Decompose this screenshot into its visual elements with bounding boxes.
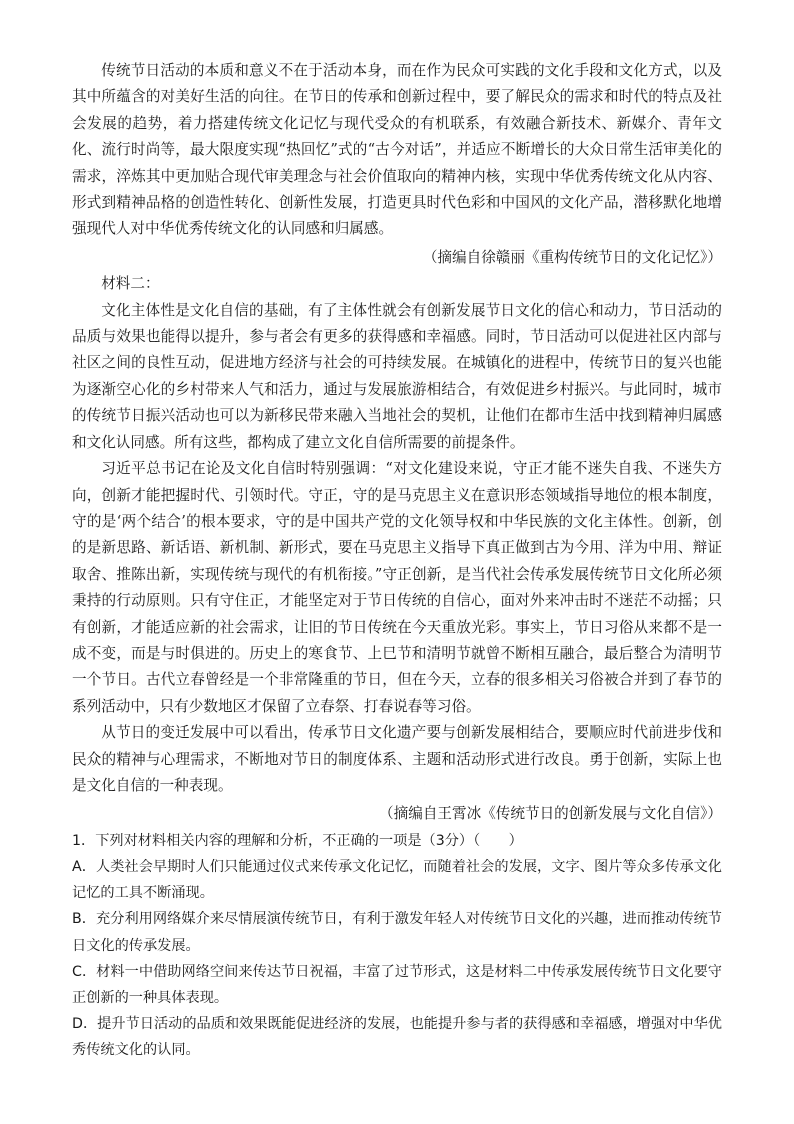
material2-paragraph-3: 从节日的变迁发展中可以看出，传承节日文化遗产要与创新发展相结合，要顺应时代前进步伐和民众的精神与心理需求，不断地对节日的制度体系、主题和活动形式进行改良。勇于创新，实际上也是文化自信的一种表现。 [72,724,722,794]
material2-label: 材料二： [101,275,160,293]
material2-paragraph-2: 习近平总书记在论及文化自信时特别强调：“对文化建设来说，守正才能不迷失自我、不迷失方向，创新才能把握时代、引领时代。守正，守的是马克思主义在意识形态领域指导地位的根本制度，守的是‘两个结合’的根本要求，守的是中国共产党的文化领导权和中华民族的文化主体性。创新，创的是新思路、新话语、新机制、新形式，要在马克思主义指导下真正做到古为今用、洋为中用、辩证取舍、推陈出新，实现传统与现代的有机衔接。”守正创新，是当代社会传承发展传统节日文化所必须秉持的行动原则。只有守住正，才能坚定对于节日传统的自信心，面对外来冲击时不迷茫不动摇；只有创新，才能适应新的社会需求，让旧的节日传统在今天重放光彩。事实上，节日习俗从来都不是一成不变，而是与时俱进的。历史上的寒食节、上巳节和清明节就曾不断相互融合，最后整合为清明节一个节日。古代立春曾经是一个非常隆重的节日，但在今天，立春的很多相关习俗被合并到了春节的系列活动中，只有少数地区才保留了立春祭、打春说春等习俗。 [72,460,722,715]
exam-page [72,58,722,1064]
question-1 [72,828,722,1064]
option-b: B．充分利用网络媒介来尽情展演传统节日，有利于激发年轻人对传统节日文化的兴趣，进而推动传统节日文化的传承发展。 [72,911,722,954]
material1-paragraph: 传统节日活动的本质和意义不在于活动本身，而在作为民众可实践的文化手段和文化方式，以及其中所蕴含的对美好生活的向往。在节日的传承和创新过程中，要了解民众的需求和时代的特点及社会发展的趋势，着力搭建传统文化记忆与现代受众的有机联系，有效融合新技术、新媒介、青年文化、流行时尚等，最大限度实现“热回忆”式的“古今对话”，并适应不断增长的大众日常生活审美化的需求，淬炼其中更加贴合现代审美理念与社会价值取向的精神内核，实现中华优秀传统文化从内容、形式到精神品格的创造性转化、创新性发展，打造更具时代色彩和中国风的文化产品，潜移默化地增强现代人对中华优秀传统文化的认同感和归属感。 [72,62,722,238]
material1-source: （摘编自徐赣丽《重构传统节日的文化记忆》） [422,248,722,266]
option-d: D．提升节日活动的品质和效果既能促进经济的发展，也能提升参与者的获得感和幸福感，增强对中华优秀传统文化的认同。 [72,1016,722,1059]
material2-source: （摘编自王霄冰《传统节日的创新发展与文化自信》） [379,805,722,823]
material2-paragraph-1: 文化主体性是文化自信的基础，有了主体性就会有创新发展节日文化的信心和动力，节日活动的品质与效果也能得以提升，参与者会有更多的获得感和幸福感。同时，节日活动可以促进社区内部与社区之间的良性互动，促进地方经济与社会的可持续发展。在城镇化的进程中，传统节日的复兴也能为逐渐空心化的乡村带来人气和活力，通过与发展旅游相结合，有效促进乡村振兴。与此同时，城市的传统节日振兴活动也可以为新移民带来融入当地社会的契机，让他们在都市生活中找到精神归属感和文化认同感。所有这些，都构成了建立文化自信所需要的前提条件。 [72,301,722,451]
option-a: A．人类社会早期时人们只能通过仪式来传承文化记忆，而随着社会的发展，文字、图片等众多传承文化记忆的工具不断涌现。 [72,858,722,902]
option-c: C．材料一中借助网络空间来传达节日祝福，丰富了过节形式，这是材料二中传承发展传统节日文化要守正创新的一种具体表现。 [72,963,722,1006]
question-stem: 1．下列对材料相关内容的理解和分析，不正确的一项是（3分）（ ） [72,832,523,849]
